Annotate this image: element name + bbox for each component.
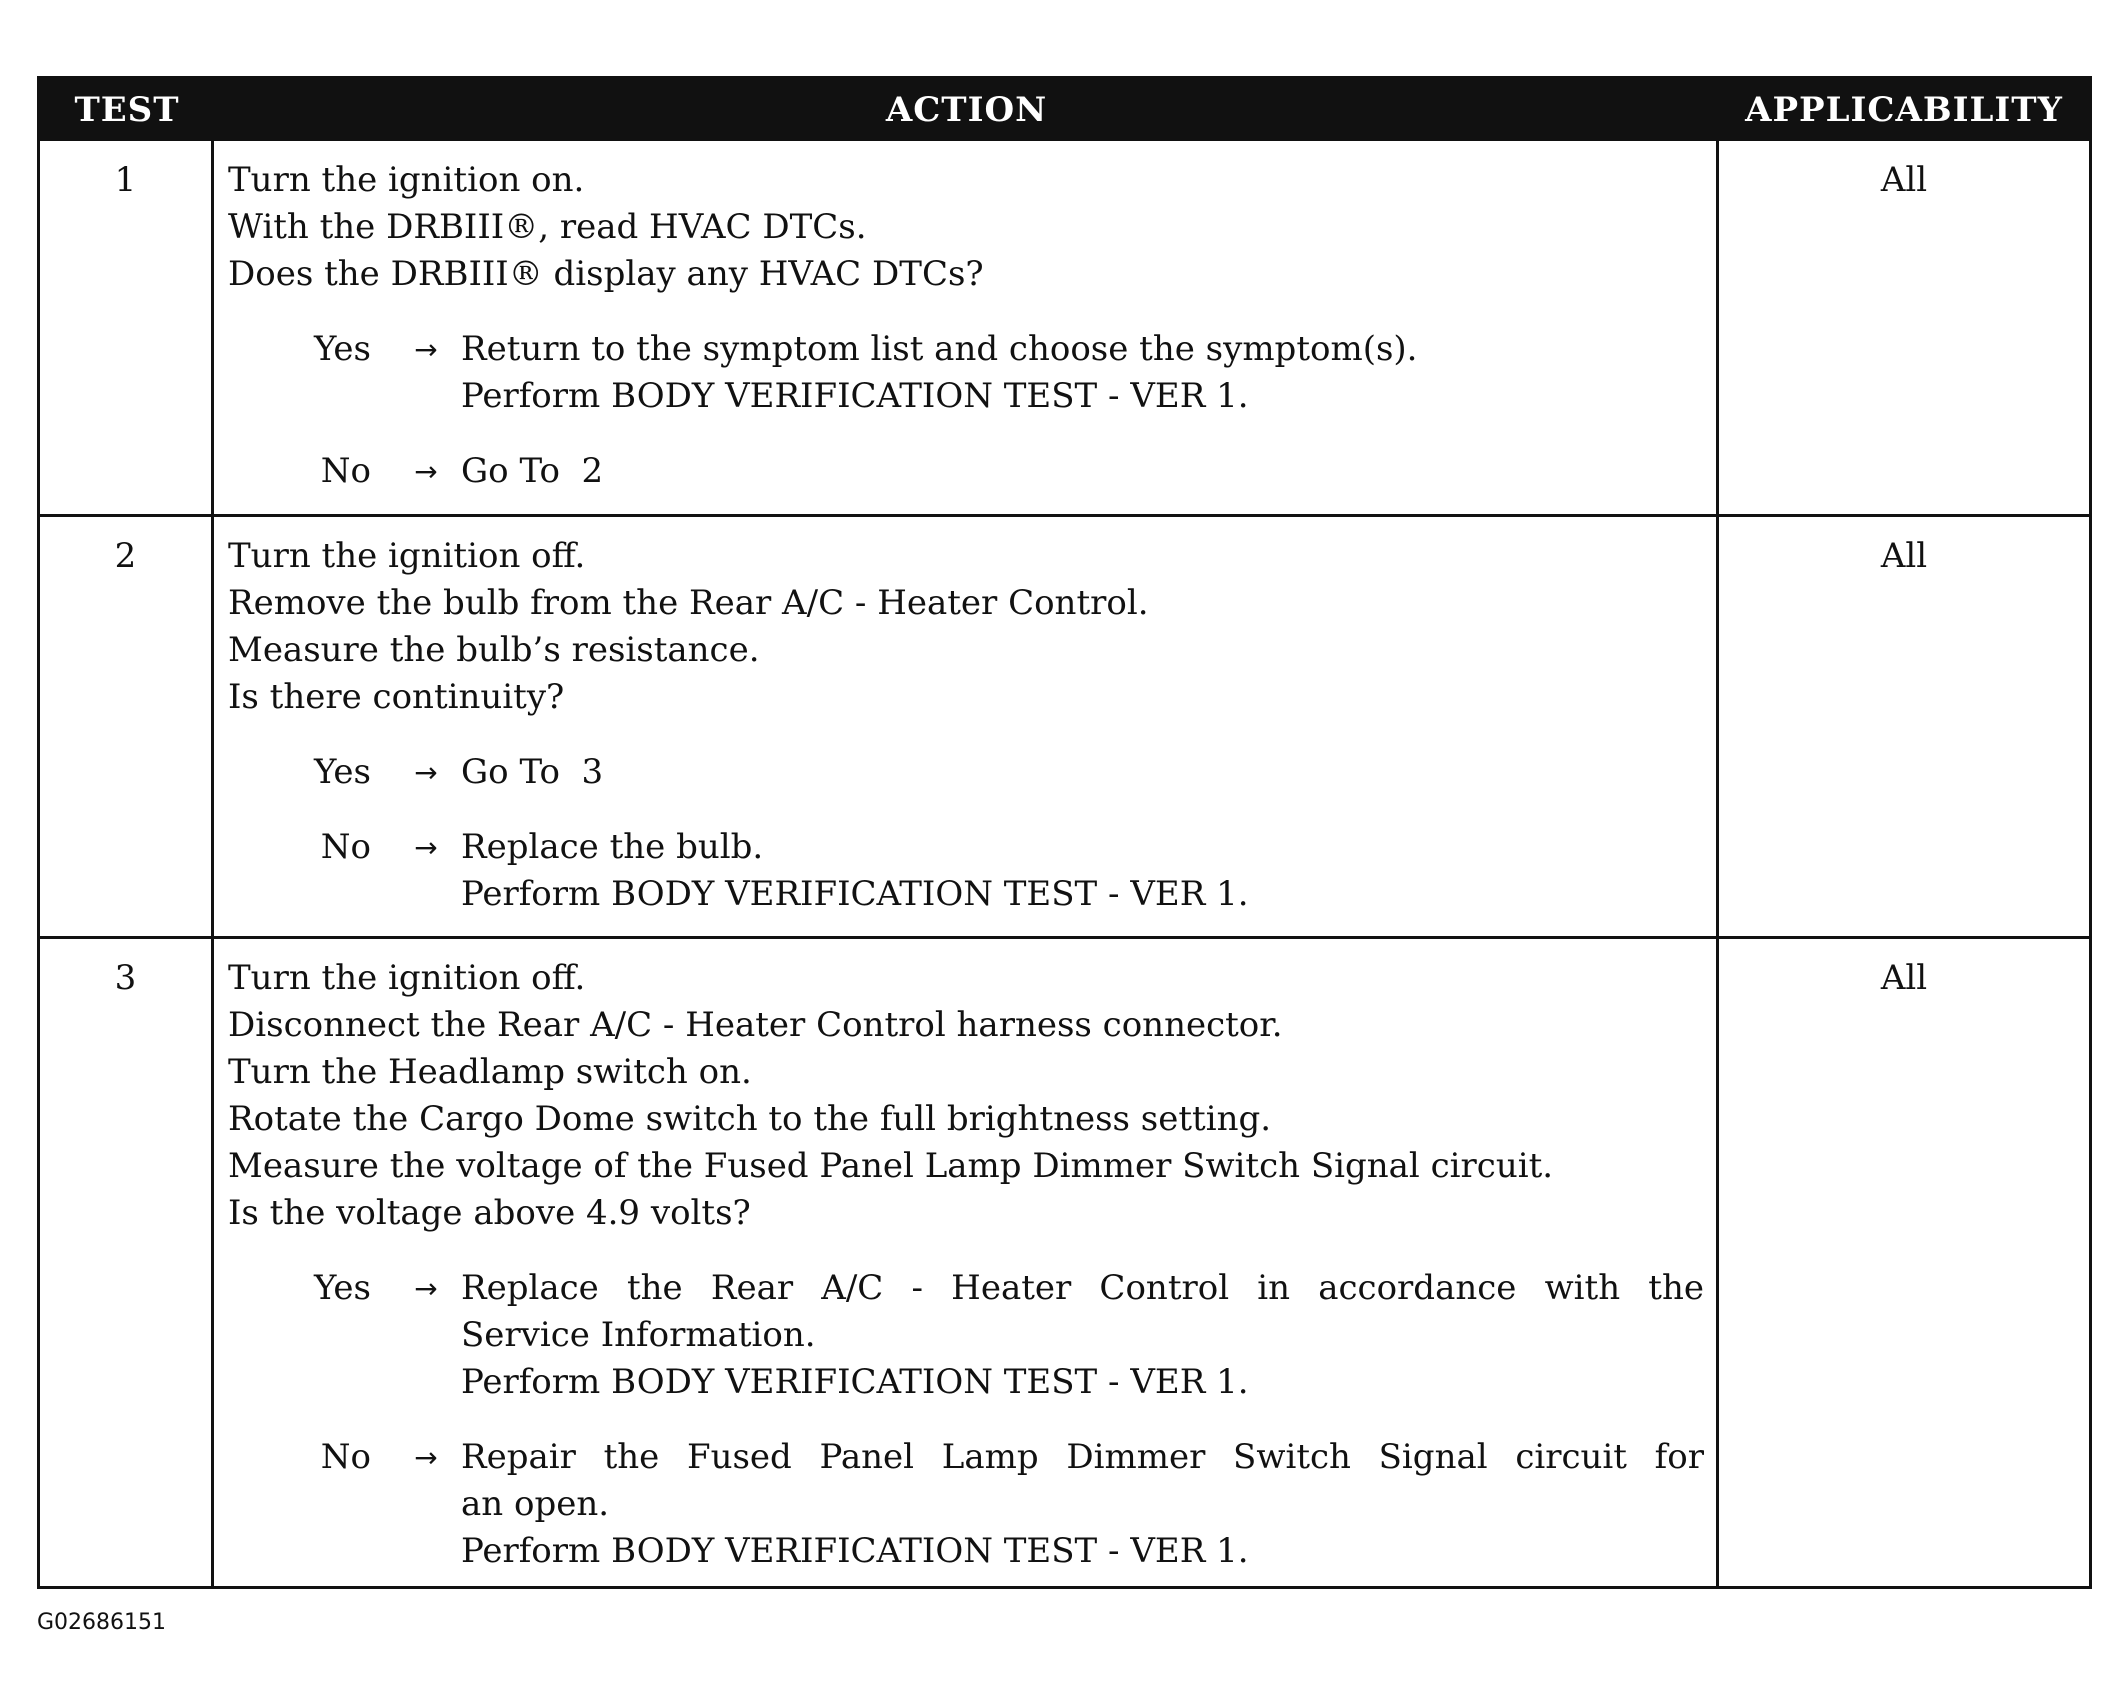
yes-branch xyxy=(228,749,1704,796)
result-line: Go To 2 xyxy=(461,451,604,491)
action-step: Turn the Headlamp switch on. xyxy=(228,1052,752,1092)
result-line: Replace the Rear A/C - Heater Control in accordance with the xyxy=(461,1268,1704,1308)
action-step: Is the voltage above 4.9 volts? xyxy=(228,1193,751,1233)
figure-code: G02686151 xyxy=(37,1610,167,1635)
action-cell xyxy=(214,517,1719,936)
applicability-value: All xyxy=(1880,536,1928,576)
result-line: Return to the symptom list and choose the symptom(s). xyxy=(461,329,1418,369)
yes-branch xyxy=(228,326,1704,420)
header-action: ACTION xyxy=(885,90,1048,130)
right-arrow-icon: → xyxy=(414,455,438,488)
applicability-value: All xyxy=(1880,160,1928,200)
no-label: No xyxy=(320,1437,371,1477)
no-label: No xyxy=(320,451,371,491)
action-step: Does the DRBIII® display any HVAC DTCs? xyxy=(228,254,984,294)
action-cell xyxy=(214,141,1719,514)
yes-label: Yes xyxy=(313,752,371,792)
result-line: Repair the Fused Panel Lamp Dimmer Switch Signal circuit for xyxy=(461,1437,1704,1477)
action-step: With the DRBIII®, read HVAC DTCs. xyxy=(228,207,867,247)
result-line: Perform BODY VERIFICATION TEST - VER 1. xyxy=(461,1362,1249,1402)
header-test: TEST xyxy=(74,90,180,130)
result-line: Replace the bulb. xyxy=(461,827,764,867)
no-result xyxy=(461,448,1704,495)
right-arrow-icon: → xyxy=(414,831,438,864)
action-step: Turn the ignition on. xyxy=(228,160,585,200)
result-line: Perform BODY VERIFICATION TEST - VER 1. xyxy=(461,1531,1249,1571)
no-branch xyxy=(228,448,1704,495)
yes-label: Yes xyxy=(313,329,371,369)
result-line: Go To 3 xyxy=(461,752,604,792)
yes-branch xyxy=(228,1265,1704,1406)
right-arrow-icon: → xyxy=(414,1441,438,1474)
test-number: 3 xyxy=(40,939,214,1586)
action-step: Turn the ignition off. xyxy=(228,536,586,576)
right-arrow-icon: → xyxy=(414,1272,438,1305)
table-row xyxy=(40,514,2089,936)
action-step: Remove the bulb from the Rear A/C - Heater Control. xyxy=(228,583,1149,623)
action-step: Disconnect the Rear A/C - Heater Control harness connector. xyxy=(228,1005,1283,1045)
table-row xyxy=(40,141,2089,514)
no-result xyxy=(461,824,1704,918)
header-applicability: APPLICABILITY xyxy=(1745,90,2063,130)
action-cell xyxy=(214,939,1719,1586)
table-header xyxy=(40,79,2089,141)
right-arrow-icon: → xyxy=(414,333,438,366)
result-line: Perform BODY VERIFICATION TEST - VER 1. xyxy=(461,376,1249,416)
test-table xyxy=(37,76,2092,1589)
yes-result xyxy=(461,749,1704,796)
action-step: Rotate the Cargo Dome switch to the full brightness setting. xyxy=(228,1099,1272,1139)
result-line: Perform BODY VERIFICATION TEST - VER 1. xyxy=(461,874,1249,914)
action-step: Turn the ignition off. xyxy=(228,958,586,998)
no-result xyxy=(461,1434,1704,1575)
yes-label: Yes xyxy=(313,1268,371,1308)
yes-result xyxy=(461,326,1704,420)
test-number: 1 xyxy=(40,141,214,514)
result-line: Service Information. xyxy=(461,1315,816,1355)
table-row xyxy=(40,936,2089,1586)
test-number: 2 xyxy=(40,517,214,936)
action-step: Measure the bulb’s resistance. xyxy=(228,630,760,670)
yes-result xyxy=(461,1265,1704,1406)
no-branch xyxy=(228,824,1704,918)
applicability-value: All xyxy=(1880,958,1928,998)
no-branch xyxy=(228,1434,1704,1575)
no-label: No xyxy=(320,827,371,867)
action-step: Is there continuity? xyxy=(228,677,565,717)
right-arrow-icon: → xyxy=(414,756,438,789)
result-line: an open. xyxy=(461,1484,610,1524)
action-step: Measure the voltage of the Fused Panel Lamp Dimmer Switch Signal circuit. xyxy=(228,1146,1554,1186)
